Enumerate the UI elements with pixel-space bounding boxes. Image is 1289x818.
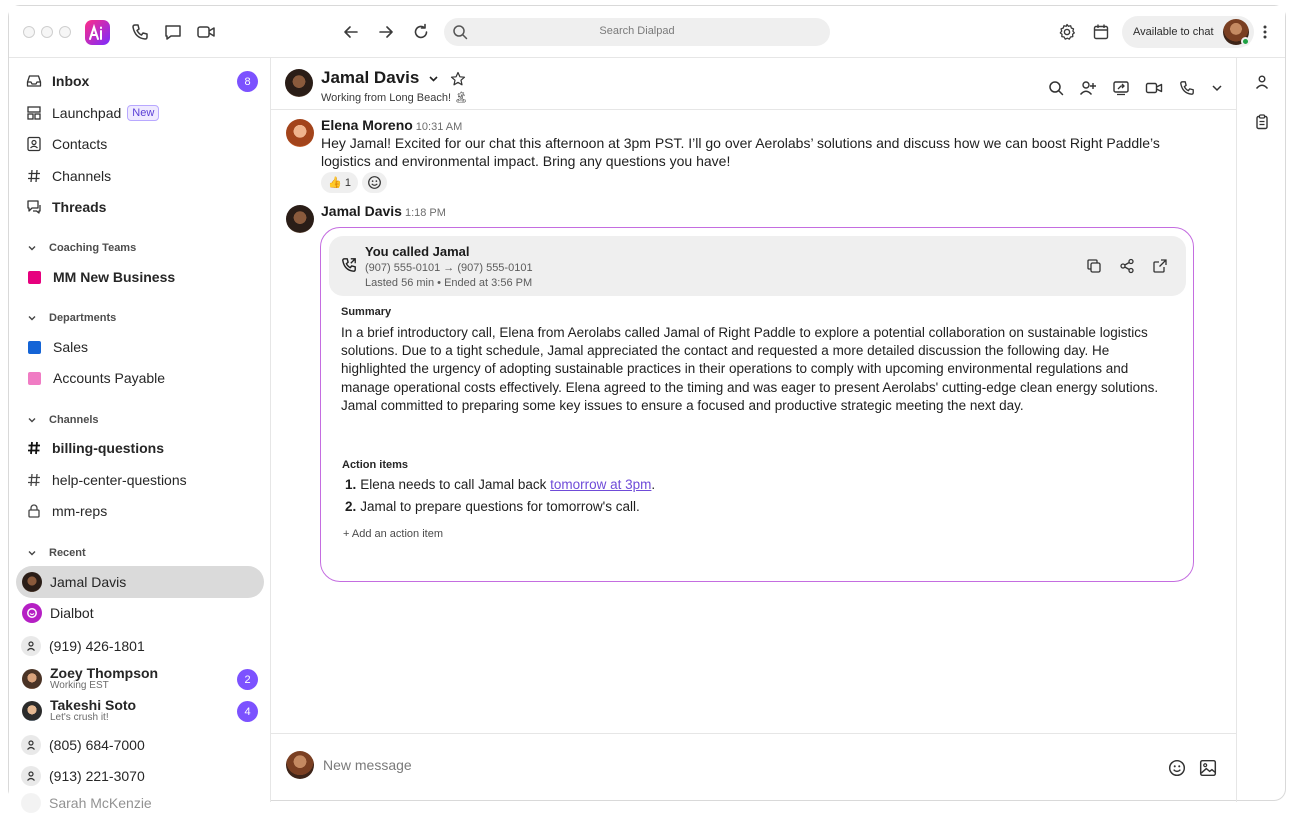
inbox-icon <box>26 73 42 89</box>
sidebar-item-phone-9132213070[interactable] <box>16 761 264 791</box>
unread-badge: 2 <box>237 669 258 690</box>
author-avatar[interactable] <box>286 205 314 233</box>
new-tag: New <box>127 105 159 121</box>
chevron-down-icon <box>428 73 439 84</box>
close-window-button[interactable] <box>23 26 35 38</box>
sidebar-item-label: MM New Business <box>53 269 176 285</box>
sidebar-item-label: Sales <box>53 339 89 355</box>
image-attach-icon[interactable] <box>1199 759 1217 777</box>
sidebar-item-dialbot[interactable] <box>16 598 264 628</box>
phone-icon[interactable] <box>129 21 151 43</box>
reaction-count: 1 <box>344 176 351 189</box>
sidebar-item-mm-new-business[interactable] <box>16 262 264 292</box>
chevron-down-icon <box>27 415 37 425</box>
person-icon <box>21 735 41 755</box>
app-logo[interactable] <box>85 20 110 45</box>
call-route: (907) 555-0101 → (907) 555-0101 <box>365 262 533 274</box>
more-vertical-icon[interactable] <box>1254 21 1276 43</box>
window-controls <box>23 26 71 38</box>
sidebar-item-threads[interactable] <box>16 192 264 222</box>
sidebar-item-sales[interactable] <box>16 332 264 362</box>
sidebar-item-sarah-mckenzie[interactable] <box>16 788 264 818</box>
department-color-swatch <box>28 341 41 354</box>
sidebar-item-label: Channels <box>52 168 112 184</box>
sidebar-item-label: (913) 221-3070 <box>49 768 145 784</box>
sidebar-item-billing-questions[interactable] <box>16 433 264 463</box>
message-time: 10:31 AM <box>415 121 463 133</box>
action-item-number: 1. <box>345 477 357 492</box>
reaction-thumbs-up[interactable] <box>321 172 358 193</box>
search-placeholder: Search Dialpad <box>599 25 675 37</box>
user-avatar <box>1223 19 1249 45</box>
hash-icon <box>26 168 42 184</box>
video-icon[interactable] <box>195 21 217 43</box>
call-summary-card <box>320 227 1194 582</box>
call-info-header <box>329 236 1186 296</box>
sidebar-item-label: billing-questions <box>52 440 164 456</box>
chevron-down-icon <box>27 243 37 253</box>
settings-icon[interactable] <box>1056 21 1078 43</box>
title-bar <box>9 6 1285 58</box>
message-author[interactable]: Jamal Davis <box>321 203 402 219</box>
threads-icon <box>26 199 42 215</box>
section-heading: Coaching Teams <box>49 242 137 254</box>
launchpad-icon <box>26 105 42 121</box>
sidebar-item-zoey-thompson[interactable] <box>16 664 264 694</box>
app-window <box>8 5 1286 811</box>
refresh-icon[interactable] <box>410 21 432 43</box>
sidebar-item-accounts-payable[interactable] <box>16 363 264 393</box>
action-item <box>345 499 640 514</box>
sidebar <box>9 58 271 811</box>
lock-icon <box>26 503 42 519</box>
screen-share-icon[interactable] <box>1111 78 1131 98</box>
section-heading: Channels <box>49 414 99 426</box>
right-rail <box>1236 58 1287 802</box>
message-header <box>321 117 462 133</box>
back-icon[interactable] <box>340 21 362 43</box>
section-toggle-departments[interactable] <box>27 310 116 326</box>
contact-avatar <box>21 793 41 813</box>
section-heading: Recent <box>49 547 86 559</box>
call-title: You called Jamal <box>365 244 470 259</box>
action-item-text: Jamal to prepare questions for tomorrow's call. <box>360 499 640 514</box>
person-icon <box>21 636 41 656</box>
summary-heading: Summary <box>341 306 392 318</box>
message-header <box>321 203 446 219</box>
sidebar-item-label: (805) 684-7000 <box>49 737 145 753</box>
sidebar-item-label: Dialbot <box>50 605 94 621</box>
chevron-down-icon <box>27 313 37 323</box>
unread-badge: 8 <box>237 71 258 92</box>
contact-status-text: Working from Long Beach! 🏝 <box>321 92 469 104</box>
sidebar-item-jamal-davis[interactable] <box>16 566 264 598</box>
chevron-down-icon[interactable] <box>1207 78 1227 98</box>
message-time: 1:18 PM <box>404 207 446 219</box>
section-heading: Departments <box>49 312 117 324</box>
summary-text: In a brief introductory call, Elena from Aerolabs called Jamal of Right Paddle to explore a potential collaboration on sustainable logistics solutions. Due to a tight schedule, Jamal appreciated the contact and requested a more detailed discussion the following day. He highlighted the urgency of adopting sustainable practices in their operations to comply with upcoming environmental regulations and manage operational costs effectively. Elena agreed to the timing and was eager to present Aerolabs' cutting-edge clean energy solutions. Jamal committed to preparing some key issues to ensure a focused and productive strategic meeting the next day. <box>341 325 1159 413</box>
team-color-swatch <box>28 271 41 284</box>
sidebar-item-label: Takeshi Soto <box>50 697 137 713</box>
open-external-icon[interactable] <box>1152 258 1168 274</box>
hash-icon <box>26 440 42 456</box>
dialbot-icon <box>22 603 42 623</box>
action-item-text: Elena needs to call Jamal back <box>360 477 551 492</box>
search-icon[interactable] <box>1046 78 1066 98</box>
share-icon[interactable] <box>1119 258 1135 274</box>
contact-avatar <box>22 701 42 721</box>
contact-avatar[interactable] <box>285 69 313 97</box>
contact-avatar <box>22 669 42 689</box>
sidebar-item-takeshi-soto[interactable] <box>16 696 264 726</box>
star-icon[interactable] <box>450 71 466 87</box>
message-text: Hey Jamal! Excited for our chat this afternoon at 3pm PST. I’ll go over Aerolabs’ solutions and discuss how we can boost Right Paddle’s logistics and environmental impact. Bring any questions you have! <box>321 135 1160 169</box>
user-avatar <box>286 751 314 779</box>
sidebar-item-label: Accounts Payable <box>53 370 166 386</box>
sidebar-item-label: Inbox <box>52 73 90 89</box>
availability-status-label: Available to chat <box>1133 26 1214 38</box>
sidebar-item-label: help-center-questions <box>52 472 187 488</box>
hash-icon <box>26 472 42 488</box>
chevron-down-icon <box>27 548 37 558</box>
online-status-dot <box>1241 37 1250 46</box>
sidebar-item-phone-8056847000[interactable] <box>16 730 264 760</box>
message-input[interactable]: New message <box>323 757 412 773</box>
contact-details-icon[interactable] <box>1254 74 1270 90</box>
sidebar-item-help-center-questions[interactable] <box>16 465 264 495</box>
section-toggle-coaching-teams[interactable] <box>27 240 136 256</box>
sidebar-item-launchpad[interactable] <box>16 98 264 128</box>
sidebar-item-label: Threads <box>52 199 107 215</box>
video-call-icon[interactable] <box>1144 78 1164 98</box>
sidebar-item-inbox[interactable] <box>16 66 264 96</box>
outgoing-call-icon <box>341 257 357 273</box>
minimize-window-button[interactable] <box>41 26 53 38</box>
contact-name-button[interactable] <box>321 68 466 88</box>
contact-name: Jamal Davis <box>321 68 420 87</box>
section-toggle-channels[interactable] <box>27 412 99 428</box>
contacts-icon <box>26 136 42 152</box>
action-item-text-end: . <box>651 477 656 492</box>
action-items-heading: Action items <box>342 459 409 471</box>
sidebar-item-label: Launchpad <box>52 105 122 121</box>
message-author[interactable]: Elena Moreno <box>321 117 413 133</box>
sidebar-item-status: Let's crush it! <box>50 712 109 723</box>
sidebar-item-mm-reps[interactable] <box>16 496 264 526</box>
calendar-icon[interactable] <box>1090 21 1112 43</box>
zoom-window-button[interactable] <box>59 26 71 38</box>
chat-icon[interactable] <box>162 21 184 43</box>
clipboard-icon[interactable] <box>1254 114 1270 130</box>
author-avatar[interactable] <box>286 119 314 147</box>
forward-icon[interactable] <box>375 21 397 43</box>
copy-icon[interactable] <box>1086 258 1102 274</box>
unread-badge: 4 <box>237 701 258 722</box>
sidebar-item-label: Jamal Davis <box>50 574 127 590</box>
add-reaction-icon[interactable] <box>362 172 387 193</box>
section-toggle-recent[interactable] <box>27 545 86 561</box>
call-duration: Lasted 56 min • Ended at 3:56 PM <box>365 277 533 289</box>
department-color-swatch <box>28 372 41 385</box>
sidebar-item-label: (919) 426-1801 <box>49 638 145 654</box>
sidebar-item-phone-9194261801[interactable] <box>16 631 264 661</box>
sidebar-item-label: mm-reps <box>52 503 108 519</box>
sidebar-item-label: Zoey Thompson <box>50 665 159 681</box>
emoji-icon[interactable] <box>1168 759 1186 777</box>
add-person-icon[interactable] <box>1078 78 1098 98</box>
time-link[interactable]: tomorrow at 3pm <box>550 477 652 492</box>
chat-header <box>271 58 1236 110</box>
sidebar-item-channels[interactable] <box>16 161 264 191</box>
add-action-item-button[interactable]: + Add an action item <box>343 528 443 540</box>
action-item <box>345 477 655 492</box>
action-item-number: 2. <box>345 499 357 514</box>
contact-avatar <box>22 572 42 592</box>
availability-status-button[interactable] <box>1122 16 1254 48</box>
search-bar[interactable] <box>444 18 830 46</box>
sidebar-item-status: Working EST <box>50 680 109 691</box>
person-icon <box>21 766 41 786</box>
sidebar-item-label: Sarah McKenzie <box>49 795 152 811</box>
sidebar-item-label: Contacts <box>52 136 108 152</box>
sidebar-item-contacts[interactable] <box>16 129 264 159</box>
message-composer <box>271 733 1236 802</box>
call-icon[interactable] <box>1177 78 1197 98</box>
reaction-emoji: 👍 <box>328 177 342 189</box>
